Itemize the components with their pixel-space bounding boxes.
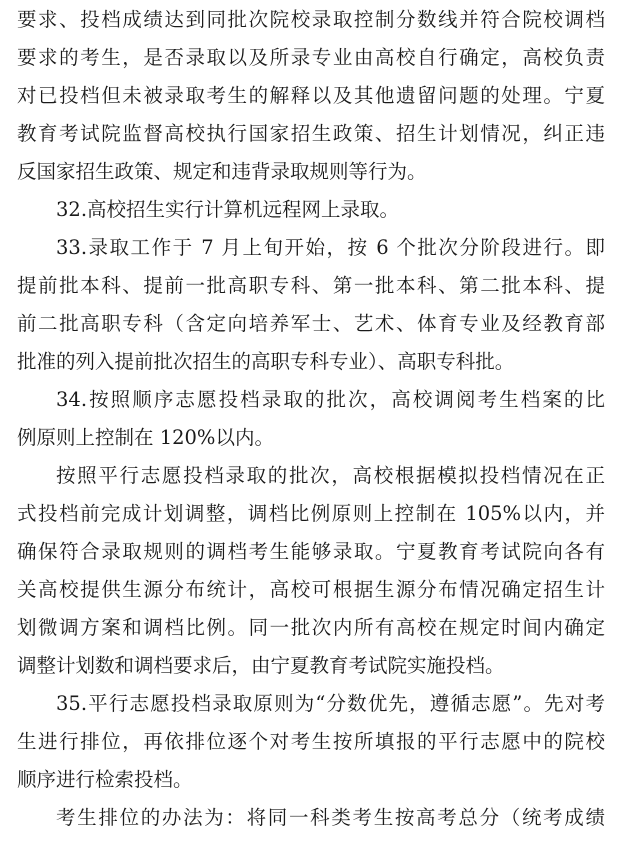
text-line: 顺序进行检索投档。 bbox=[17, 768, 193, 791]
text-line: 式投档前完成计划调整，调档比例原则上控制在 105%以内，并 bbox=[17, 502, 605, 525]
text-line: 32.高校招生实行计算机远程网上录取。 bbox=[56, 198, 400, 221]
text-line: 划微调方案和调档比例。同一批次内所有高校在规定时间内确定 bbox=[17, 616, 605, 639]
text-line: 调整计划数和调档要求后，由宁夏教育考试院实施投档。 bbox=[17, 654, 505, 677]
text-line: 34.按照顺序志愿投档录取的批次，高校调阅考生档案的比 bbox=[56, 388, 605, 411]
text-line: 考生排位的办法为：将同一科类考生按高考总分（统考成绩 bbox=[56, 806, 605, 829]
text-line: 要求、投档成绩达到同批次院校录取控制分数线并符合院校调档 bbox=[17, 8, 605, 31]
text-line: 反国家招生政策、规定和违背录取规则等行为。 bbox=[17, 160, 427, 183]
text-line: 确保符合录取规则的调档考生能够录取。宁夏教育考试院向各有 bbox=[17, 540, 605, 563]
text-line: 提前批本科、提前一批高职专科、第一批本科、第二批本科、提 bbox=[17, 274, 605, 297]
text-line: 前二批高职专科（含定向培养军士、艺术、体育专业及经教育部 bbox=[17, 312, 605, 335]
text-line: 33.录取工作于 7 月上旬开始，按 6 个批次分阶段进行。即 bbox=[56, 236, 605, 259]
text-line: 生进行排位，再依排位逐个对考生按所填报的平行志愿中的院校 bbox=[17, 730, 605, 753]
text-line: 对已投档但未被录取考生的解释以及其他遗留问题的处理。宁夏 bbox=[17, 84, 605, 107]
text-line: 批准的列入提前批次招生的高职专科专业）、高职专科批。 bbox=[17, 350, 515, 373]
text-line: 要求的考生，是否录取以及所录专业由高校自行确定，高校负责 bbox=[17, 46, 605, 69]
text-line: 按照平行志愿投档录取的批次，高校根据模拟投档情况在正 bbox=[56, 464, 605, 487]
text-line: 关高校提供生源分布统计，高校可根据生源分布情况确定招生计 bbox=[17, 578, 605, 601]
text-line: 35.平行志愿投档录取原则为“分数优先，遵循志愿”。先对考 bbox=[56, 692, 605, 715]
text-line: 教育考试院监督高校执行国家招生政策、招生计划情况，纠正违 bbox=[17, 122, 605, 145]
text-line: 例原则上控制在 120%以内。 bbox=[17, 426, 274, 449]
